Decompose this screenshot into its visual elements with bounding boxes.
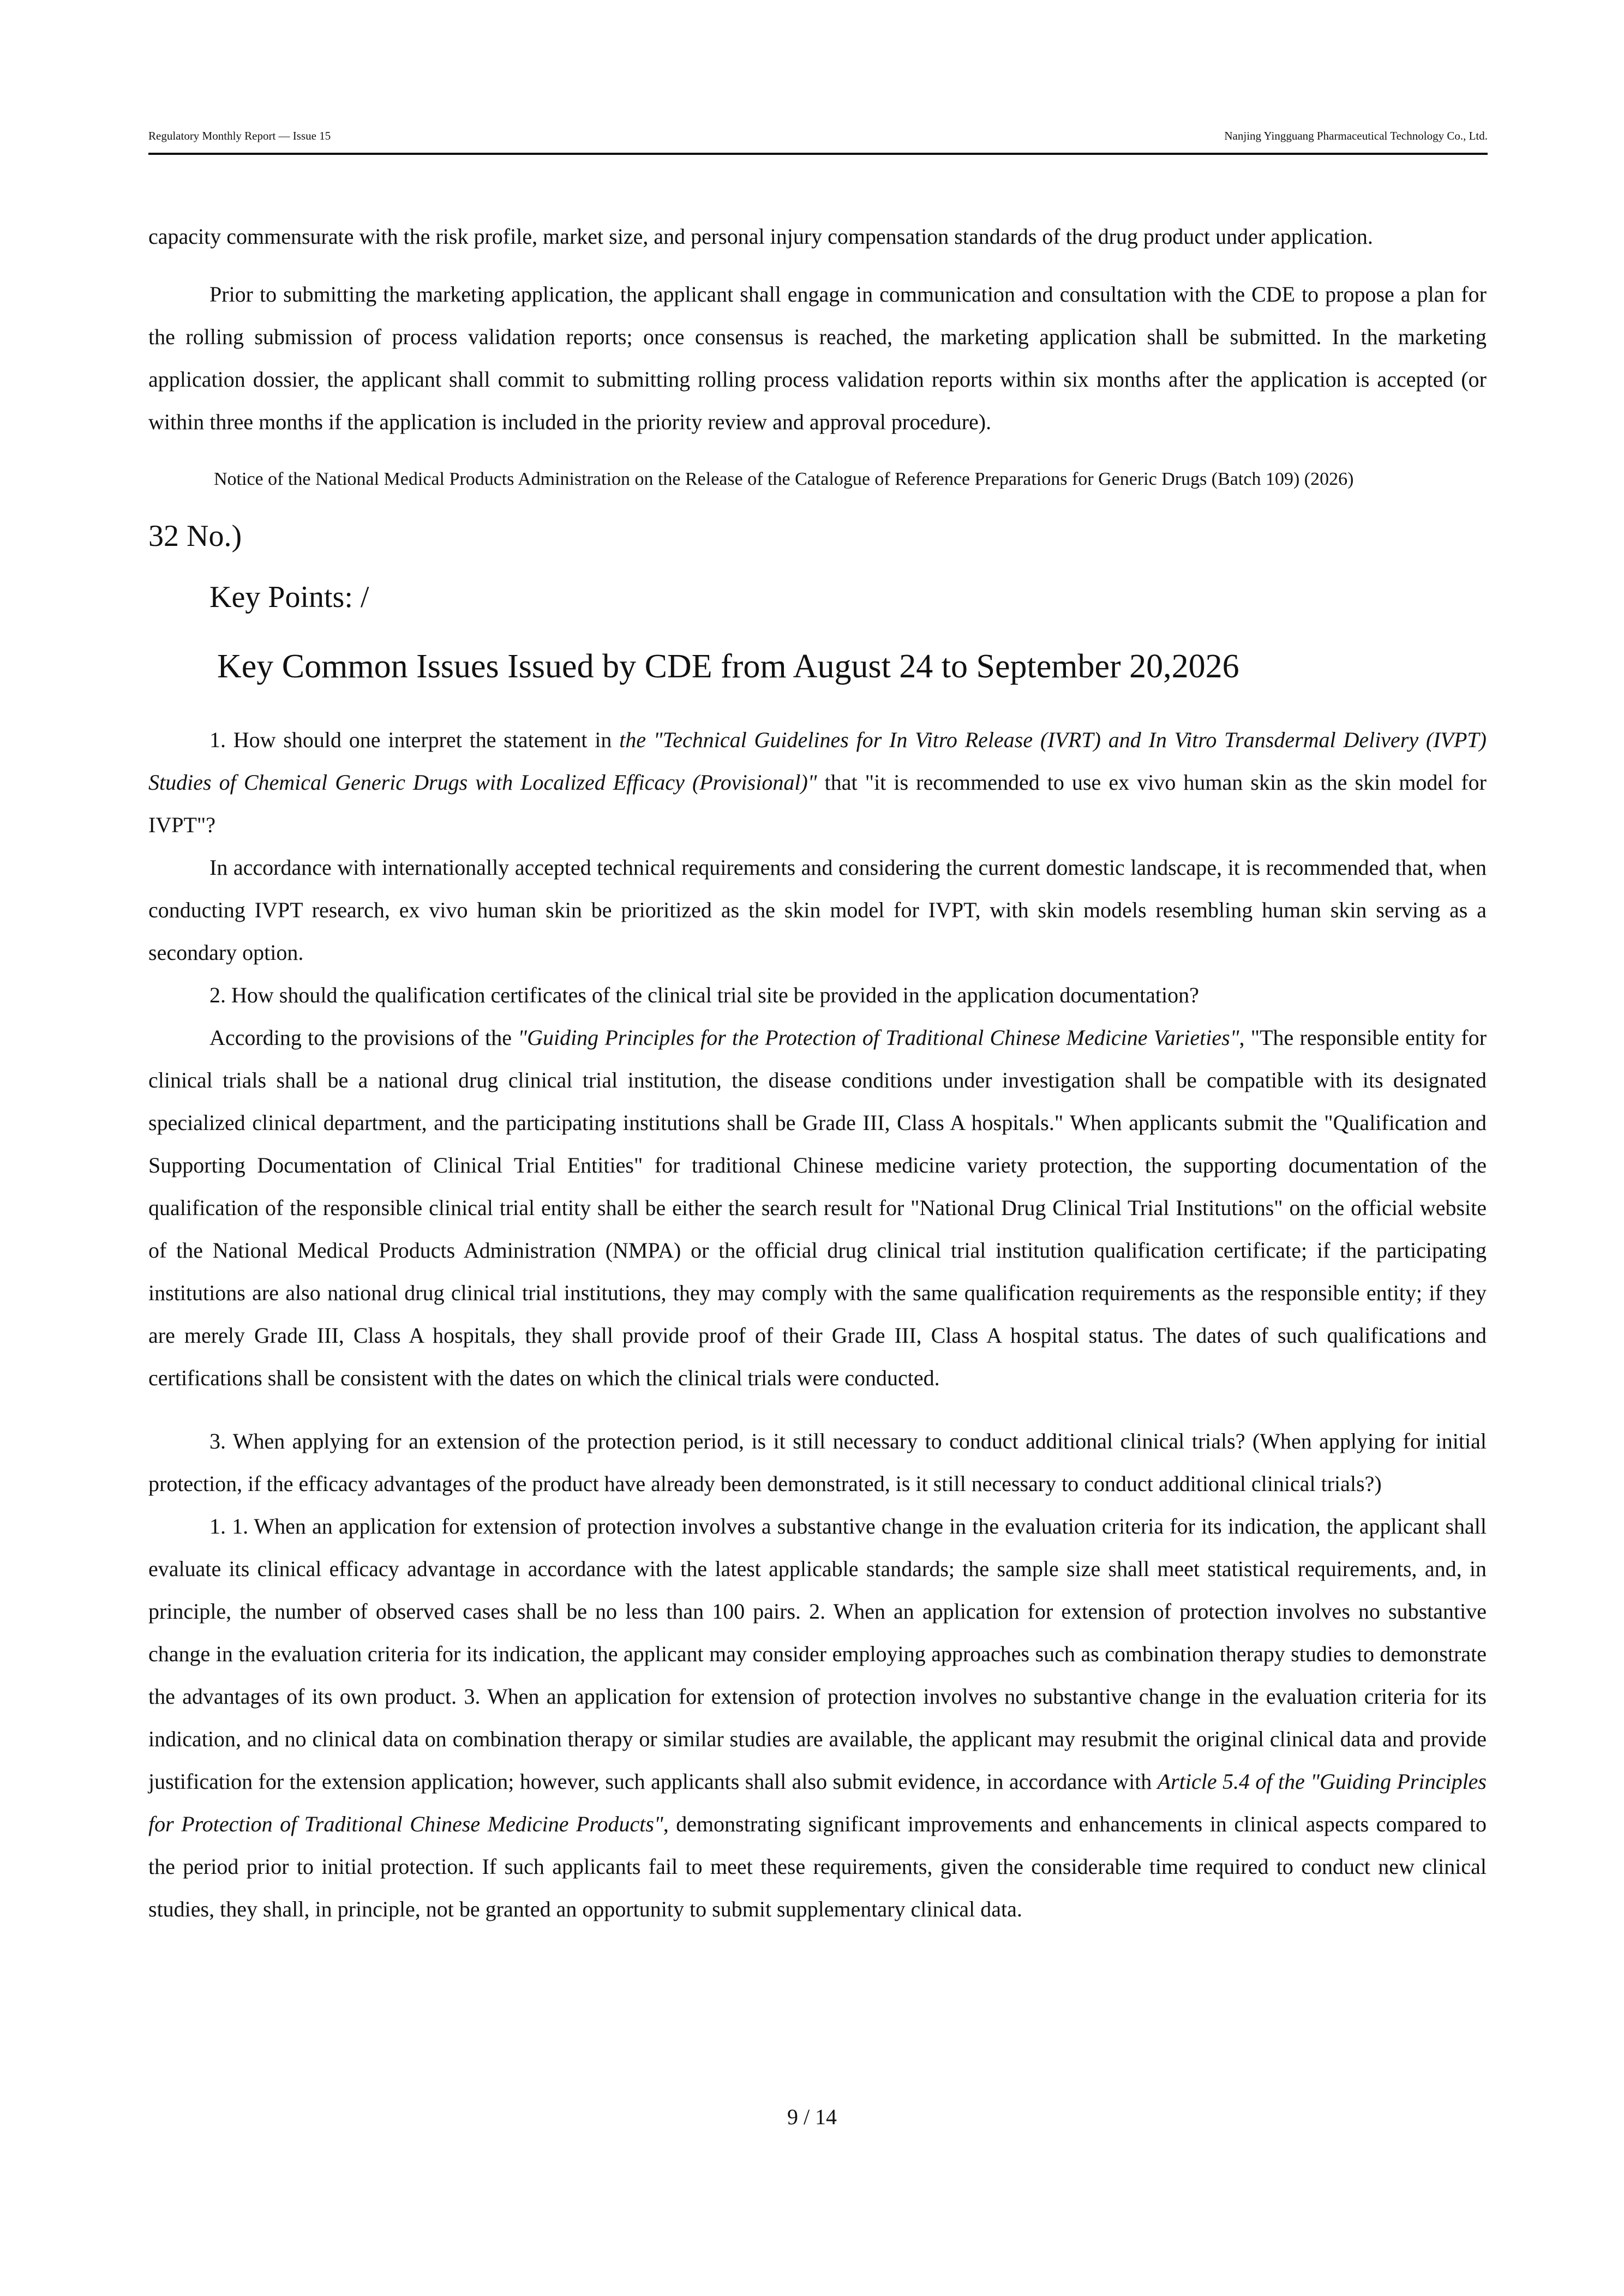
question-1 <box>148 719 1487 846</box>
answer-3 <box>148 1505 1487 1931</box>
notice-title: Notice of the National Medical Products Administration on the Release of the Catalogue of Reference Preparations for Generic Drugs (Batch 109) (2026) <box>214 469 1354 489</box>
paragraph-continuation: capacity commensurate with the risk profile, market size, and personal injury compensation standards of the drug product under application. <box>148 224 1373 249</box>
notice-title-continuation: 32 No.) <box>148 519 242 553</box>
answer-3-article-reference: Article 5.4 of the "Guiding Principles for Protection of Traditional Chinese Medicine Products" <box>148 1769 1487 1837</box>
answer-3-tail: , demonstrating significant improvements and enhancements in clinical aspects compared to the period prior to initial protection. If such applicants fail to meet these requirements, given the considerable time required to conduct new clinical studies, they shall, in principle, not be granted an opportunity to submit supplementary clinical data. <box>148 1812 1487 1922</box>
question-1-lead: 1. How should one interpret the statement in <box>209 728 620 753</box>
answer-3-lead: 1. 1. When an application for extension of protection involves a substantive change in the evaluation criteria for its indication, the applicant shall evaluate its clinical efficacy advantage in accordance with the latest applicable standards; the sample size shall meet statistical requirements, and, in principle, the number of observed cases shall be no less than 100 pairs. 2. When an application for extension of protection involves no substantive change in the evaluation criteria for its indication, the applicant may consider employing approaches such as combination therapy studies to demonstrate the advantages of its own product. 3. When an application for extension of protection involves no substantive change in the evaluation criteria for its indication, and no clinical data on combination therapy or similar studies are available, the applicant may resubmit the original clinical data and provide justification for the extension application; however, such applicants shall also submit evidence, in accordance with <box>148 1514 1487 1794</box>
page-number: 9 / 14 <box>787 2105 837 2129</box>
question-1-tail: that "it is recommended to use ex vivo human skin as the skin model for IVPT"? <box>148 770 1487 838</box>
paragraph-rolling-submission: Prior to submitting the marketing application, the applicant shall engage in communication and consultation with the CDE to propose a plan for the rolling submission of process validation reports; once consensus is reached, the marketing application shall be submitted. In the marketing application dossier, the applicant shall commit to submitting rolling process validation reports within six months after the application is accepted (or within three months if the application is included in the priority review and approval procedure). <box>148 282 1487 434</box>
question-1-guideline-title: the "Technical Guidelines for In Vitro Release (IVRT) and In Vitro Transdermal Delivery (IVPT) Studies of Chemical Generic Drugs with Localized Efficacy (Provisional)" <box>148 728 1487 795</box>
answer-2-guideline-title: "Guiding Principles for the Protection of Traditional Chinese Medicine Varieties" <box>518 1025 1239 1050</box>
question-2: 2. How should the qualification certificates of the clinical trial site be provided in the application documentation? <box>209 983 1199 1008</box>
page-body <box>148 215 1487 1931</box>
running-header <box>148 127 1488 155</box>
answer-1: In accordance with internationally accepted technical requirements and considering the current domestic landscape, it is recommended that, when conducting IVPT research, ex vivo human skin be prioritized as the skin model for IVPT, with skin models resembling human skin serving as a secondary option. <box>148 855 1487 965</box>
header-report-title: Regulatory Monthly Report — Issue 15 <box>148 129 331 142</box>
answer-2-body: , "The responsible entity for clinical trials shall be a national drug clinical trial institution, the disease conditions under investigation shall be compatible with its designated specialized clinical department, and the participating institutions shall be Grade III, Class A hospitals." When applicants submit the "Qualification and Supporting Documentation of Clinical Trial Entities" for traditional Chinese medicine variety protection, the supporting documentation of the qualification of the responsible clinical trial entity shall be either the search result for "National Drug Clinical Trial Institutions" on the official website of the National Medical Products Administration (NMPA) or the official drug clinical trial institution qualification certificate; if the participating institutions are also national drug clinical trial institutions, they may comply with the same qualification requirements as the responsible entity; if they are merely Grade III, Class A hospitals, they shall provide proof of their Grade III, Class A hospital status. The dates of such qualifications and certifications shall be consistent with the dates on which the clinical trials were conducted. <box>148 1025 1487 1391</box>
key-points-label: Key Points: / <box>209 580 369 614</box>
question-3: 3. When applying for an extension of the protection period, is it still necessary to conduct additional clinical trials? (When applying for initial protection, if the efficacy advantages of the product have already been demonstrated, is it still necessary to conduct additional clinical trials?) <box>148 1429 1487 1496</box>
answer-2-lead: According to the provisions of the <box>209 1025 518 1050</box>
header-company-name: Nanjing Yingguang Pharmaceutical Technology Co., Ltd. <box>1224 129 1488 142</box>
answer-2 <box>148 1017 1487 1399</box>
section-heading: Key Common Issues Issued by CDE from August 24 to September 20,2026 <box>217 648 1239 685</box>
